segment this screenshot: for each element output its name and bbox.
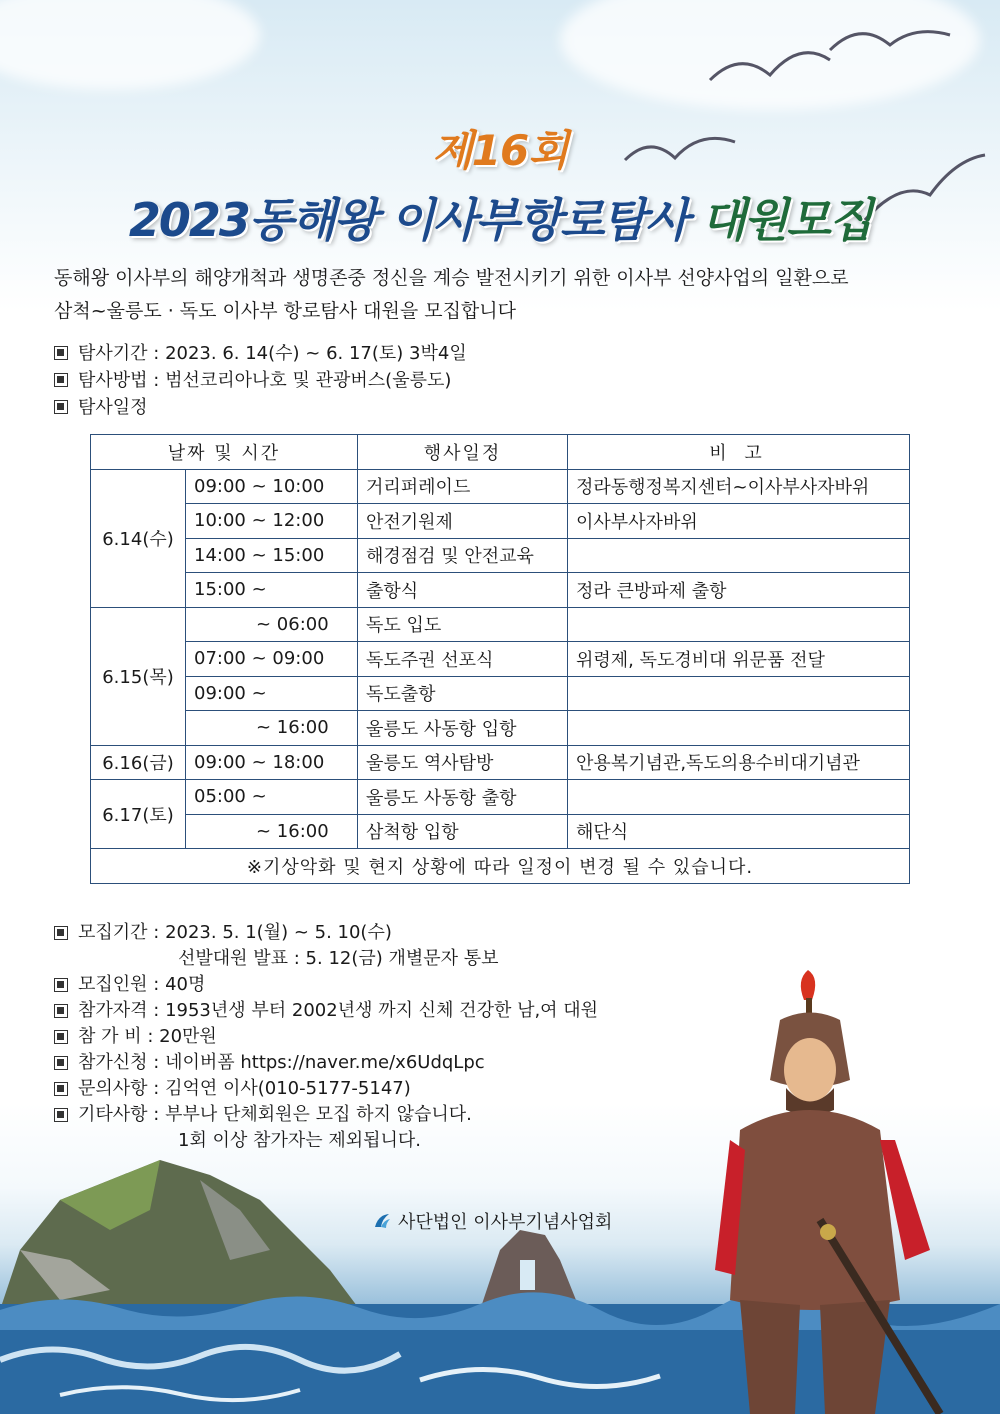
- time-cell: 09:00 ~ 18:00: [186, 745, 358, 780]
- organization-credit: [372, 1208, 612, 1234]
- square-bullet-icon: [54, 1030, 68, 1044]
- info-value: 범선코리아나호 및 관광버스(울릉도): [165, 370, 452, 391]
- table-row: [91, 745, 910, 780]
- event-cell: 울릉도 역사탐방: [358, 745, 568, 780]
- square-bullet-icon: [54, 1082, 68, 1096]
- recruit-label: 문의사항: [78, 1078, 148, 1099]
- recruit-label: 참 가 비: [78, 1026, 142, 1047]
- table-header-row: [91, 435, 910, 470]
- note-cell: 해단식: [568, 814, 910, 849]
- note-cell: [568, 607, 910, 642]
- square-bullet-icon: [54, 346, 68, 360]
- time-cell: 15:00 ~: [186, 573, 358, 608]
- note-cell: [568, 711, 910, 746]
- recruit-item: 모집기간 : 2023. 5. 1(월) ~ 5. 10(수): [54, 920, 694, 946]
- table-row: [91, 607, 910, 642]
- recruit-value: 김억연 이사(010-5177-5147): [165, 1078, 411, 1099]
- intro-line: 삼척~울릉도 · 독도 이사부 항로탐사 대원을 모집합니다: [54, 300, 516, 322]
- recruit-item: 참가자격 : 1953년생 부터 2002년생 까지 신체 건강한 남,여 대원: [54, 998, 694, 1024]
- intro-line: 동해왕 이사부의 해양개척과 생명존중 정신을 계승 발전시키기 위한 이사부 선양사업의 일환으로: [54, 267, 849, 289]
- time-cell: ~ 06:00: [186, 607, 358, 642]
- recruit-item: 문의사항 : 김억연 이사(010-5177-5147): [54, 1076, 694, 1102]
- note-cell: 위령제, 독도경비대 위문품 전달: [568, 642, 910, 677]
- date-cell: 6.17(토): [91, 780, 186, 849]
- square-bullet-icon: [54, 1004, 68, 1018]
- table-row: [91, 642, 910, 677]
- square-bullet-icon: [54, 1056, 68, 1070]
- time-cell: 09:00 ~: [186, 676, 358, 711]
- cloud: [0, 0, 260, 90]
- time-cell: 10:00 ~ 12:00: [186, 504, 358, 539]
- table-row: [91, 469, 910, 504]
- note-cell: 안용복기념관,독도의용수비대기념관: [568, 745, 910, 780]
- note-cell: [568, 538, 910, 573]
- header-date-time: 날짜 및 시간: [91, 435, 358, 470]
- date-cell: 6.16(금): [91, 745, 186, 780]
- general-isabu-illustration: [700, 970, 1000, 1414]
- application-link[interactable]: 네이버폼 https://naver.me/x6UdqLpc: [165, 1052, 485, 1073]
- time-cell: 09:00 ~ 10:00: [186, 469, 358, 504]
- recruit-item-extra: 1회 이상 참가자는 제외됩니다.: [178, 1130, 421, 1151]
- title-accent-text: 대원모집: [701, 193, 872, 247]
- date-cell: 6.14(수): [91, 469, 186, 607]
- info-label: 탐사기간: [78, 343, 148, 364]
- recruit-item: 참가신청 : 네이버폼 https://naver.me/x6UdqLpc: [54, 1050, 694, 1076]
- info-label: 탐사방법: [78, 370, 148, 391]
- square-bullet-icon: [54, 926, 68, 940]
- schedule-footnote: ※기상악화 및 현지 상황에 따라 일정이 변경 될 수 있습니다.: [91, 849, 910, 884]
- recruit-label: 모집기간: [78, 922, 148, 943]
- header-note: 비 고: [568, 435, 910, 470]
- recruit-value: 부부나 단체회원은 모집 하지 않습니다.: [165, 1104, 472, 1125]
- event-cell: 독도 입도: [358, 607, 568, 642]
- recruit-item: 참 가 비 : 20만원: [54, 1024, 694, 1050]
- recruitment-list: [54, 920, 694, 1154]
- recruit-value: 2023. 5. 1(월) ~ 5. 10(수): [165, 922, 392, 943]
- title-main-text: 2023동해왕 이사부항로탐사: [128, 193, 688, 247]
- table-row: [91, 814, 910, 849]
- table-row: [91, 780, 910, 815]
- info-item-method: 탐사방법 : 범선코리아나호 및 관광버스(울릉도): [54, 367, 954, 394]
- event-cell: 안전기원제: [358, 504, 568, 539]
- recruit-value: 40명: [165, 974, 206, 995]
- organization-name: 사단법인 이사부기념사업회: [398, 1212, 613, 1233]
- event-cell: 거리퍼레이드: [358, 469, 568, 504]
- recruit-label: 참가신청: [78, 1052, 148, 1073]
- table-row: [91, 711, 910, 746]
- recruit-item: 모집인원 : 40명: [54, 972, 694, 998]
- recruit-label: 모집인원: [78, 974, 148, 995]
- recruit-item: 기타사항 : 부부나 단체회원은 모집 하지 않습니다.: [54, 1102, 694, 1128]
- table-row: [91, 573, 910, 608]
- event-cell: 출항식: [358, 573, 568, 608]
- seagull-icon: [700, 20, 960, 110]
- event-cell: 울릉도 사동항 입항: [358, 711, 568, 746]
- square-bullet-icon: [54, 400, 68, 414]
- square-bullet-icon: [54, 373, 68, 387]
- info-item-period: 탐사기간 : 2023. 6. 14(수) ~ 6. 17(토) 3박4일: [54, 340, 954, 367]
- title-main: [0, 184, 1000, 250]
- schedule-table: [90, 434, 910, 884]
- info-value: 2023. 6. 14(수) ~ 6. 17(토) 3박4일: [165, 343, 467, 364]
- time-cell: 14:00 ~ 15:00: [186, 538, 358, 573]
- note-cell: 정라 큰방파제 출항: [568, 573, 910, 608]
- event-cell: 해경점검 및 안전교육: [358, 538, 568, 573]
- recruit-value: 1953년생 부터 2002년생 까지 신체 건강한 남,여 대원: [165, 1000, 599, 1021]
- note-cell: 이사부사자바위: [568, 504, 910, 539]
- poster-title: [0, 118, 1000, 250]
- recruit-value: 20만원: [159, 1026, 217, 1047]
- table-footnote-row: [91, 849, 910, 884]
- recruit-label: 참가자격: [78, 1000, 148, 1021]
- time-cell: 05:00 ~: [186, 780, 358, 815]
- event-cell: 독도출항: [358, 676, 568, 711]
- note-cell: [568, 676, 910, 711]
- title-edition: 제16회: [432, 126, 568, 175]
- recruit-label: 기타사항: [78, 1104, 148, 1125]
- table-row: [91, 504, 910, 539]
- square-bullet-icon: [54, 978, 68, 992]
- intro-paragraph: [54, 262, 954, 328]
- info-item-schedule: [54, 394, 954, 421]
- header-event: 행사일정: [358, 435, 568, 470]
- recruit-item-extra: 선발대원 발표 : 5. 12(금) 개별문자 통보: [178, 948, 499, 969]
- info-label: 탐사일정: [78, 397, 148, 418]
- event-cell: 독도주권 선포식: [358, 642, 568, 677]
- event-cell: 울릉도 사동항 출항: [358, 780, 568, 815]
- table-row: [91, 676, 910, 711]
- note-cell: [568, 780, 910, 815]
- date-cell: 6.15(목): [91, 607, 186, 745]
- info-list: [54, 340, 954, 421]
- note-cell: 정라동행정복지센터~이사부사자바위: [568, 469, 910, 504]
- time-cell: 07:00 ~ 09:00: [186, 642, 358, 677]
- organization-logo-icon: [372, 1211, 392, 1231]
- event-cell: 삼척항 입항: [358, 814, 568, 849]
- time-cell: ~ 16:00: [186, 814, 358, 849]
- square-bullet-icon: [54, 1108, 68, 1122]
- time-cell: ~ 16:00: [186, 711, 358, 746]
- table-row: [91, 538, 910, 573]
